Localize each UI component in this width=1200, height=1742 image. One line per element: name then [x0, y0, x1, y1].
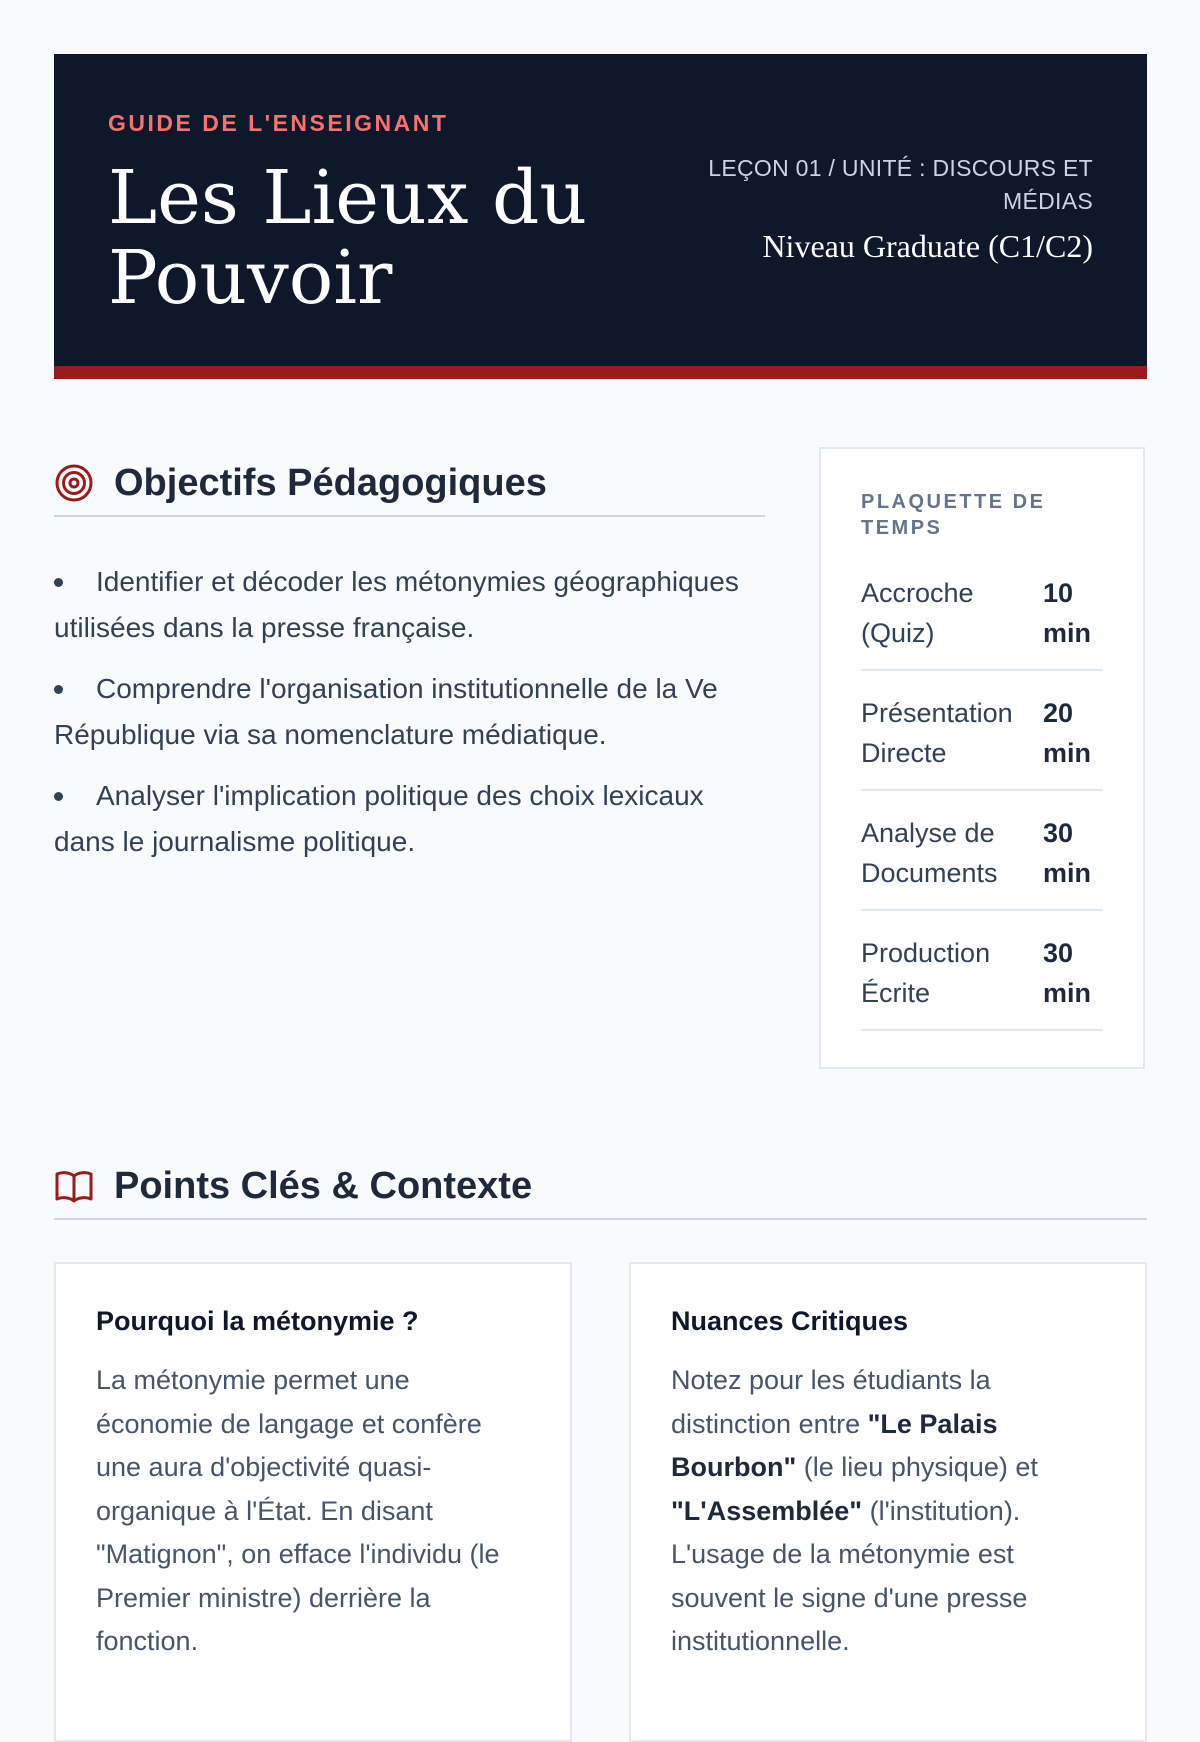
page-title [108, 155, 668, 321]
objective-item: Comprendre l'organisation institutionnelle de la Ve République via sa nomenclature médiatique. [54, 666, 765, 758]
target-icon [54, 463, 94, 503]
lesson-meta [673, 152, 1093, 265]
timing-card [819, 447, 1145, 1069]
lesson-label-line-1: LEÇON 01 / UNITÉ : DISCOURS ET [708, 155, 1093, 181]
timing-duration: 20 min [1043, 698, 1092, 768]
objectives-heading-row [54, 451, 765, 517]
key-points-heading: Points Clés & Contexte [114, 1164, 533, 1207]
level-label: Niveau Graduate (C1/C2) [762, 228, 1093, 264]
header-eyebrow: GUIDE DE L'ENSEIGNANT [108, 110, 449, 136]
card-text: La métonymie permet une économie de langage et confère une aura d'objectivité quasi-organique à l'État. En disant "Matignon", on efface l'individu (le Premier ministre) derrière la fonction. [96, 1365, 500, 1656]
objectives-section [54, 451, 765, 880]
objectives-list [54, 559, 765, 865]
term-assemblee: "L'Assemblée" [671, 1495, 863, 1526]
card-text-intro: Notez pour les étudiants la distinction entre [671, 1365, 991, 1439]
card-text-mid: (le lieu physique) et [796, 1452, 1038, 1482]
timing-row [861, 803, 1103, 911]
title-line-2: Pouvoir [108, 235, 393, 321]
header-banner [54, 54, 1147, 379]
metonymy-card [54, 1262, 572, 1742]
title-line-1: Les Lieux du [108, 155, 587, 241]
objective-item: Analyser l'implication politique des choix lexicaux dans le journalisme politique. [54, 773, 765, 865]
lesson-label-line-2: MÉDIAS [1003, 188, 1093, 214]
timing-row [861, 923, 1103, 1031]
timing-activity: Analyse de Documents [861, 818, 998, 888]
objective-item: Identifier et décoder les métonymies géographiques utilisées dans la presse française. [54, 559, 765, 651]
timing-title: PLAQUETTE DE TEMPS [861, 491, 1046, 539]
timing-row [861, 683, 1103, 791]
timing-activity: Production Écrite [861, 938, 991, 1008]
card-text-after: (l'institution). L'usage de la métonymie est souvent le signe d'une presse institutionnelle. [671, 1495, 1028, 1656]
term-palais-bourbon: "Le Palais Bourbon" [671, 1408, 998, 1482]
key-points-heading-row [54, 1154, 1147, 1220]
page-container [54, 54, 1147, 1656]
timing-duration: 30 min [1043, 818, 1092, 888]
timing-duration: 30 min [1043, 938, 1092, 1008]
timing-activity: Présentation Directe [861, 698, 1013, 768]
open-book-icon [54, 1166, 94, 1206]
card-text [671, 1359, 1105, 1664]
card-title: Pourquoi la métonymie ? [96, 1306, 419, 1336]
nuances-card [629, 1262, 1147, 1742]
key-points-cards [54, 1262, 1147, 1742]
objectives-heading: Objectifs Pédagogiques [114, 461, 547, 504]
key-points-section [54, 1154, 1147, 1742]
timing-duration: 10 min [1043, 578, 1092, 648]
timing-activity: Accroche (Quiz) [861, 578, 974, 648]
card-title: Nuances Critiques [671, 1306, 909, 1336]
timing-row [861, 563, 1103, 671]
